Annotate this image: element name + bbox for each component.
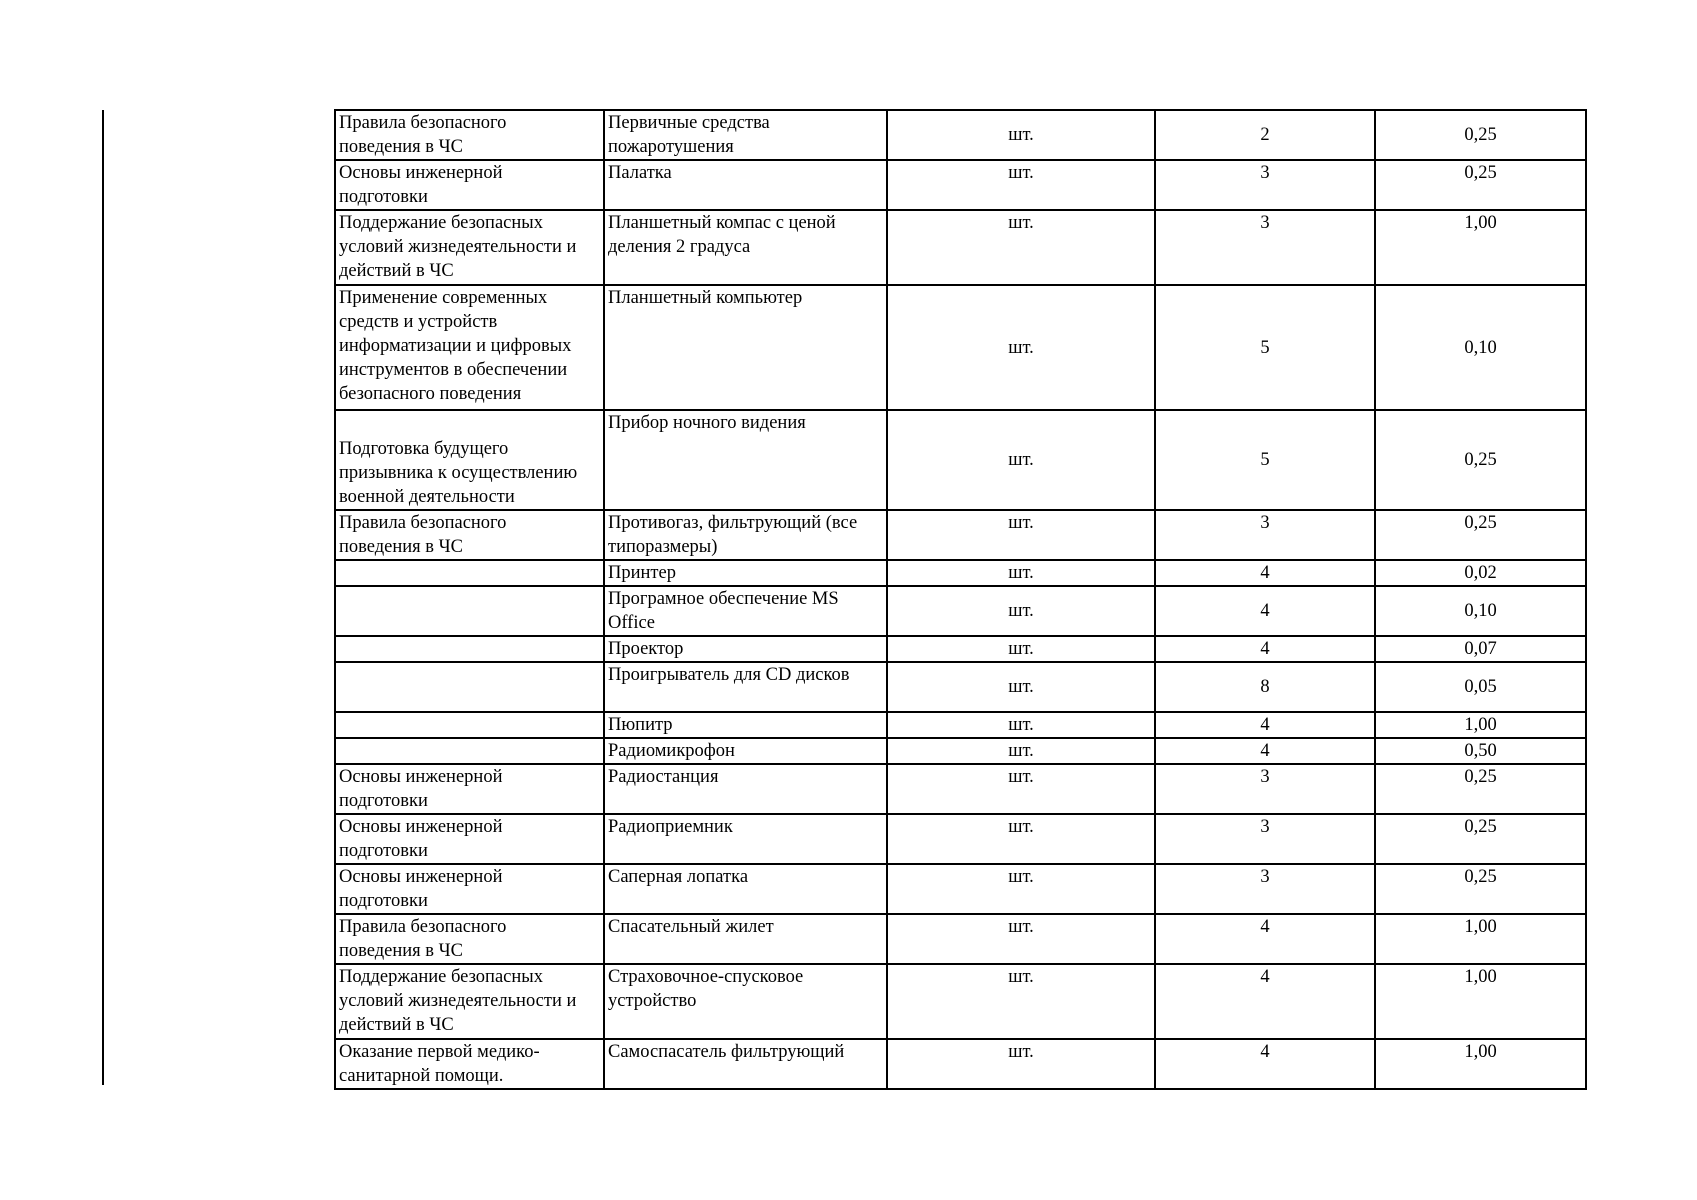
item-cell: Первичные средства пожаротушения	[604, 110, 887, 160]
norm-cell: 1,00	[1375, 1039, 1586, 1089]
equipment-table-body	[335, 110, 1586, 1089]
table-row	[335, 864, 1586, 914]
norm-cell: 0,25	[1375, 864, 1586, 914]
subject-cell: Применение современных средств и устройств информатизации и цифровых инструментов в обеспечении безопасного поведения	[335, 285, 604, 410]
item-cell: Принтер	[604, 560, 887, 586]
norm-cell: 0,25	[1375, 764, 1586, 814]
norm-cell: 0,25	[1375, 814, 1586, 864]
unit-cell: шт.	[887, 1039, 1155, 1089]
unit-cell: шт.	[887, 586, 1155, 636]
table-row	[335, 586, 1586, 636]
unit-cell: шт.	[887, 510, 1155, 560]
table-row	[335, 1039, 1586, 1089]
norm-cell: 1,00	[1375, 964, 1586, 1039]
subject-cell: Подготовка будущего призывника к осуществлению военной деятельности	[335, 410, 604, 510]
quantity-cell: 4	[1155, 1039, 1375, 1089]
item-cell: Противогаз, фильтрующий (все типоразмеры)	[604, 510, 887, 560]
subject-cell: Основы инженерной подготовки	[335, 160, 604, 210]
item-cell: Палатка	[604, 160, 887, 210]
table-row	[335, 764, 1586, 814]
unit-cell: шт.	[887, 964, 1155, 1039]
unit-cell: шт.	[887, 285, 1155, 410]
table-row	[335, 814, 1586, 864]
item-cell: Прибор ночного видения	[604, 410, 887, 510]
unit-cell: шт.	[887, 738, 1155, 764]
norm-cell: 0,25	[1375, 160, 1586, 210]
unit-cell: шт.	[887, 560, 1155, 586]
quantity-cell: 5	[1155, 410, 1375, 510]
quantity-cell: 4	[1155, 738, 1375, 764]
quantity-cell: 3	[1155, 764, 1375, 814]
table-row	[335, 160, 1586, 210]
item-cell: Проигрыватель для CD дисков	[604, 662, 887, 712]
quantity-cell: 4	[1155, 636, 1375, 662]
norm-cell: 1,00	[1375, 210, 1586, 285]
quantity-cell: 3	[1155, 864, 1375, 914]
subject-cell	[335, 738, 604, 764]
quantity-cell: 4	[1155, 712, 1375, 738]
table-row	[335, 285, 1586, 410]
unit-cell: шт.	[887, 662, 1155, 712]
subject-cell: Поддержание безопасных условий жизнедеятельности и действий в ЧС	[335, 210, 604, 285]
subject-cell	[335, 712, 604, 738]
unit-cell: шт.	[887, 210, 1155, 285]
unit-cell: шт.	[887, 410, 1155, 510]
page-margin-rule	[102, 110, 104, 1085]
norm-cell: 0,50	[1375, 738, 1586, 764]
item-cell: Самоспасатель фильтрующий	[604, 1039, 887, 1089]
unit-cell: шт.	[887, 160, 1155, 210]
table-row	[335, 410, 1586, 510]
item-cell: Проектор	[604, 636, 887, 662]
item-cell: Саперная лопатка	[604, 864, 887, 914]
unit-cell: шт.	[887, 814, 1155, 864]
unit-cell: шт.	[887, 110, 1155, 160]
norm-cell: 1,00	[1375, 712, 1586, 738]
quantity-cell: 2	[1155, 110, 1375, 160]
unit-cell: шт.	[887, 864, 1155, 914]
subject-cell: Правила безопасного поведения в ЧС	[335, 510, 604, 560]
unit-cell: шт.	[887, 636, 1155, 662]
subject-cell	[335, 662, 604, 712]
subject-cell: Оказание первой медико- санитарной помощи.	[335, 1039, 604, 1089]
table-row	[335, 738, 1586, 764]
equipment-table	[334, 109, 1587, 1090]
item-cell: Радиостанция	[604, 764, 887, 814]
item-cell: Пюпитр	[604, 712, 887, 738]
norm-cell: 0,10	[1375, 285, 1586, 410]
item-cell: Радиоприемник	[604, 814, 887, 864]
table-row	[335, 210, 1586, 285]
item-cell: Радиомикрофон	[604, 738, 887, 764]
subject-cell	[335, 636, 604, 662]
subject-cell: Основы инженерной подготовки	[335, 814, 604, 864]
quantity-cell: 4	[1155, 560, 1375, 586]
norm-cell: 0,02	[1375, 560, 1586, 586]
norm-cell: 0,25	[1375, 510, 1586, 560]
subject-cell	[335, 560, 604, 586]
item-cell: Планшетный компьютер	[604, 285, 887, 410]
subject-cell	[335, 586, 604, 636]
item-cell: Спасательный жилет	[604, 914, 887, 964]
quantity-cell: 8	[1155, 662, 1375, 712]
quantity-cell: 5	[1155, 285, 1375, 410]
subject-cell: Основы инженерной подготовки	[335, 864, 604, 914]
subject-cell: Правила безопасного поведения в ЧС	[335, 914, 604, 964]
unit-cell: шт.	[887, 712, 1155, 738]
subject-cell: Поддержание безопасных условий жизнедеятельности и действий в ЧС	[335, 964, 604, 1039]
table-row	[335, 712, 1586, 738]
table-row	[335, 662, 1586, 712]
item-cell: Планшетный компас с ценой деления 2 градуса	[604, 210, 887, 285]
subject-cell: Правила безопасного поведения в ЧС	[335, 110, 604, 160]
norm-cell: 0,07	[1375, 636, 1586, 662]
table-row	[335, 964, 1586, 1039]
quantity-cell: 4	[1155, 964, 1375, 1039]
table-row	[335, 560, 1586, 586]
table-row	[335, 636, 1586, 662]
table-row	[335, 110, 1586, 160]
item-cell: Страховочное-спусковое устройство	[604, 964, 887, 1039]
norm-cell: 0,25	[1375, 110, 1586, 160]
table-row	[335, 914, 1586, 964]
item-cell: Програмное обеспечение MS Office	[604, 586, 887, 636]
quantity-cell: 4	[1155, 586, 1375, 636]
norm-cell: 0,10	[1375, 586, 1586, 636]
subject-cell: Основы инженерной подготовки	[335, 764, 604, 814]
unit-cell: шт.	[887, 914, 1155, 964]
quantity-cell: 3	[1155, 210, 1375, 285]
quantity-cell: 4	[1155, 914, 1375, 964]
quantity-cell: 3	[1155, 510, 1375, 560]
unit-cell: шт.	[887, 764, 1155, 814]
quantity-cell: 3	[1155, 160, 1375, 210]
norm-cell: 0,05	[1375, 662, 1586, 712]
quantity-cell: 3	[1155, 814, 1375, 864]
norm-cell: 0,25	[1375, 410, 1586, 510]
table-row	[335, 510, 1586, 560]
norm-cell: 1,00	[1375, 914, 1586, 964]
